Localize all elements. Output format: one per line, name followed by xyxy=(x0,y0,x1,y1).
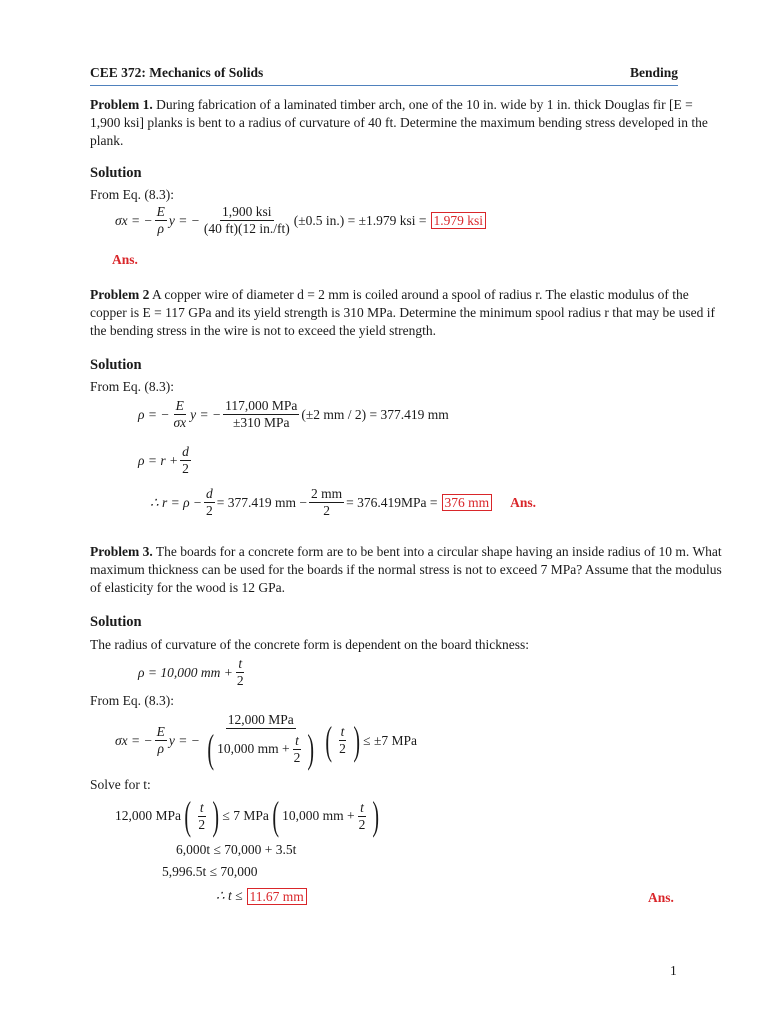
fraction-values xyxy=(202,204,292,237)
problem-2-solution-heading: Solution xyxy=(90,357,142,373)
fraction-t-2 xyxy=(196,800,207,833)
fraction-2mm-2 xyxy=(309,486,344,519)
frac-den: 2 xyxy=(358,816,366,832)
paren-left: ( xyxy=(207,726,214,771)
problem-2-statement xyxy=(90,286,724,340)
ans-label: Ans. xyxy=(510,494,537,510)
frac-den: 2 xyxy=(323,503,330,518)
fraction-t-2 xyxy=(235,656,246,689)
problem-3-equation-5: 5,996.5t ≤ 70,000 xyxy=(162,864,258,879)
problem-2-text: A copper wire of diameter d = 2 mm is coiled around a spool of radius r. The elastic modulus of the copper is E = 117 GPa and its yield strength is 310 MPa. Determine the minimum spool radius r that may be used if the bending stress in the wire is not to exceed the yield strength. xyxy=(90,287,716,338)
eq-lhs: σx = − xyxy=(115,732,153,748)
ans-label: Ans. xyxy=(112,252,138,267)
problem-3-solution-heading: Solution xyxy=(90,614,142,630)
frac-num: t xyxy=(295,732,299,748)
problem-3-equation-3 xyxy=(115,793,383,838)
problem-2-eq-ref: From Eq. (8.3): xyxy=(90,379,174,394)
page-header xyxy=(90,64,678,86)
frac-num: d xyxy=(206,486,213,501)
frac-num: 117,000 MPa xyxy=(225,398,298,413)
frac-num: E xyxy=(156,204,165,219)
frac-num: 1,900 ksi xyxy=(222,204,272,219)
paren-right: ) xyxy=(353,717,360,763)
fraction-t-2 xyxy=(337,724,348,757)
frac-den: σx xyxy=(173,415,187,430)
problem-3-eq-ref: From Eq. (8.3): xyxy=(90,693,174,708)
frac-num: t xyxy=(340,724,345,739)
problem-3-equation-2 xyxy=(115,712,417,769)
problem-3-equation-4: 6,000t ≤ 70,000 + 3.5t xyxy=(176,842,297,857)
eq-rhs: = 376.419MPa = xyxy=(346,494,438,510)
problem-3-intro: The radius of curvature of the concrete form is dependent on the board thickness: xyxy=(90,637,529,652)
problem-3-label: Problem 3. xyxy=(90,544,153,559)
problem-1-solution-heading: Solution xyxy=(90,165,142,181)
frac-den xyxy=(202,726,320,771)
problem-3-equation-1 xyxy=(138,656,248,689)
paren-right: ) xyxy=(212,793,220,838)
fraction-d-2 xyxy=(180,444,191,477)
eq-y: y = − xyxy=(190,406,222,422)
eq-mid: ≤ 7 MPa xyxy=(222,808,269,823)
frac-num: 2 mm xyxy=(311,486,343,501)
page-number: 1 xyxy=(670,963,677,978)
fraction-d-2 xyxy=(204,486,215,519)
problem-1-equation xyxy=(115,204,486,237)
frac-den: 2 xyxy=(339,741,346,756)
eq-lhs: ρ = r + xyxy=(138,452,179,468)
eq-text: 10,000 mm + xyxy=(282,808,355,823)
problem-1-statement xyxy=(90,96,724,150)
frac-num: d xyxy=(182,444,189,459)
problem-3-text: The boards for a concrete form are to be bent into a circular shape having an inside radius of 10 m. What maximum thickness can be used for the boards if the normal stress is not to exceed 7 MPa? Assume that the modulus of elasticity for the wood is 12 GPa. xyxy=(90,544,722,595)
eq-lhs: ∴ t ≤ xyxy=(216,888,243,903)
fraction-t-2 xyxy=(292,733,303,766)
problem-2-equation-1 xyxy=(138,398,449,431)
frac-num: t xyxy=(238,656,243,671)
eq-rhs: ≤ ±7 MPa xyxy=(363,732,417,748)
answer-box: 11.67 mm xyxy=(247,888,307,905)
paren-left: ( xyxy=(325,717,332,763)
fraction-values xyxy=(202,712,320,769)
problem-2-equation-2 xyxy=(138,444,193,477)
eq-y: y = − xyxy=(168,212,200,228)
frac-den: (40 ft)(12 in./ft) xyxy=(203,221,290,236)
frac-den: ρ xyxy=(157,221,164,236)
frac-den: 2 xyxy=(206,503,213,518)
fraction-values xyxy=(223,398,299,431)
eq-text: 12,000 MPa xyxy=(115,808,182,823)
answer-box: 1.979 ksi xyxy=(431,212,487,229)
eq-mid: = 377.419 mm − xyxy=(216,494,308,510)
frac-num: E xyxy=(175,398,184,413)
solve-for-label: Solve for t: xyxy=(90,777,151,792)
problem-2-equation-3 xyxy=(150,486,536,519)
den-text: 10,000 mm + xyxy=(217,741,290,756)
frac-num: E xyxy=(156,724,165,739)
problem-1-eq-ref: From Eq. (8.3): xyxy=(90,187,174,202)
problem-3-statement xyxy=(90,543,724,597)
eq-mid: (±0.5 in.) = ±1.979 ksi = xyxy=(293,212,427,228)
paren-right: ) xyxy=(307,726,315,771)
eq-lhs: σx = − xyxy=(115,212,153,228)
fraction-e-rho xyxy=(155,724,167,757)
section-title: Bending xyxy=(629,65,678,80)
fraction-e-rho xyxy=(155,204,167,237)
course-title: CEE 372: Mechanics of Solids xyxy=(90,65,264,80)
frac-den: ρ xyxy=(157,741,164,756)
frac-num: t xyxy=(199,799,204,815)
paren-group xyxy=(322,717,363,763)
paren-left: ( xyxy=(272,793,279,838)
eq-y: y = − xyxy=(168,732,200,748)
answer-box: 376 mm xyxy=(442,494,493,511)
problem-1-text: During fabrication of a laminated timber arch, one of the 10 in. wide by 1 in. thick Douglas fir [E = 1,900 ksi] planks is bent to a radius of curvature of 40 ft. Determine the maximum bending stress developed in the plank. xyxy=(90,97,708,148)
frac-den: 2 xyxy=(182,461,189,476)
eq-lhs: ∴ r = ρ − xyxy=(150,494,203,510)
frac-den: 2 xyxy=(293,749,301,765)
problem-3-equation-6 xyxy=(216,887,307,905)
fraction-t-2 xyxy=(357,800,368,833)
frac-num: t xyxy=(360,799,364,815)
frac-num: 12,000 MPa xyxy=(227,712,294,727)
eq-rhs: (±2 mm / 2) = 377.419 mm xyxy=(301,406,449,422)
paren-left: ( xyxy=(184,793,192,838)
frac-den: ±310 MPa xyxy=(232,415,290,430)
paren-right: ) xyxy=(372,793,380,838)
eq-lhs: ρ = − xyxy=(138,406,170,422)
fraction-e-sigma xyxy=(171,398,188,431)
problem-1-label: Problem 1. xyxy=(90,97,153,112)
ans-label: Ans. xyxy=(648,890,674,905)
frac-den: 2 xyxy=(198,816,206,832)
problem-2-label: Problem 2 xyxy=(90,287,150,302)
frac-den: 2 xyxy=(236,673,244,688)
eq-lhs: ρ = 10,000 mm + xyxy=(138,664,233,680)
